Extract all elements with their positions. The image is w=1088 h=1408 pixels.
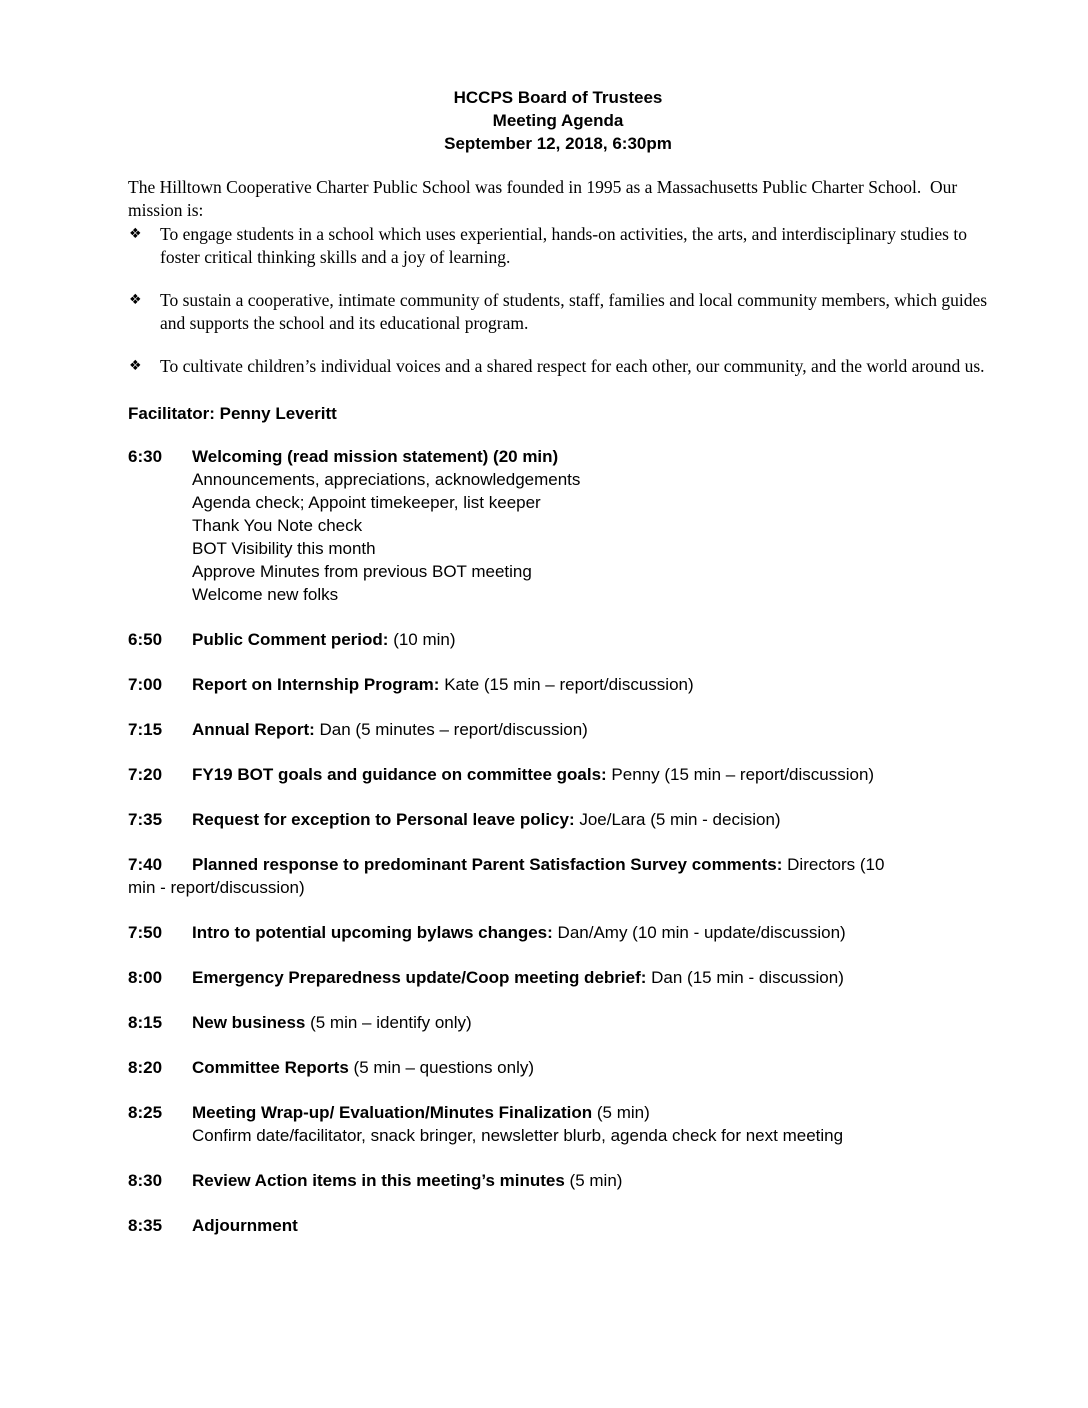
agenda-item-detail: (5 min) [592,1103,650,1122]
agenda-item [128,718,988,741]
agenda-item [128,1056,988,1079]
agenda-item-detail: Dan (5 minutes – report/discussion) [314,720,588,739]
agenda-item-title: Review Action items in this meeting’s minutes [192,1171,565,1190]
agenda-item-title: Adjournment [192,1216,298,1235]
agenda-item-detail-continuation: min - report/discussion) [128,878,305,897]
agenda-time: 7:40 [128,855,163,874]
agenda-item [128,853,988,899]
agenda-item [128,628,988,651]
agenda-sub-item: Announcements, appreciations, acknowledgements [192,470,581,489]
agenda-item-line [128,1169,988,1192]
agenda-item-detail: (10 min) [388,630,456,649]
mission-bullet-item [128,355,988,378]
diamond-bullet-icon: ❖ [129,226,142,242]
agenda-item-detail: Dan/Amy (10 min - update/discussion) [552,923,846,942]
agenda-item [128,763,988,786]
diamond-bullet-icon: ❖ [129,358,142,374]
agenda-item-detail: Kate (15 min – report/discussion) [439,675,694,694]
agenda-time: 7:00 [128,675,163,694]
agenda-time: 7:50 [128,923,163,942]
header-title: HCCPS Board of Trustees [453,88,663,107]
agenda-item-title: Report on Internship Program: [192,675,440,694]
agenda-item-line [128,1214,988,1237]
agenda-sub-item: Confirm date/facilitator, snack bringer, newsletter blurb, agenda check for next meeting [192,1126,844,1145]
agenda-sub-item: Approve Minutes from previous BOT meeting [192,562,532,581]
agenda-time: 6:50 [128,630,163,649]
mission-bullet-text: To engage students in a school which uses experiential, hands-on activities, the arts, and interdisciplinary studies to foster critical thinking skills and a joy of learning. [160,224,967,267]
header-date: September 12, 2018, 6:30pm [444,134,672,153]
agenda-time: 7:20 [128,765,163,784]
agenda-sub-item: Welcome new folks [192,585,339,604]
agenda-sub-item: Agenda check; Appoint timekeeper, list keeper [192,493,541,512]
agenda-time: 8:20 [128,1058,163,1077]
facilitator-line: Facilitator: Penny Leveritt [128,404,337,423]
agenda-time: 8:00 [128,968,163,987]
agenda-item [128,1169,988,1192]
agenda-item-line [128,966,988,989]
agenda-time: 8:15 [128,1013,163,1032]
agenda-item-title: Welcoming (read mission statement) (20 min) [192,447,559,466]
agenda-item-line [128,763,988,786]
agenda-item-line [128,921,988,944]
agenda-item [128,966,988,989]
agenda-item [128,1214,988,1237]
agenda-item [128,921,988,944]
agenda-item-title: Request for exception to Personal leave policy: [192,810,575,829]
intro-paragraph: The Hilltown Cooperative Charter Public School was founded in 1995 as a Massachusetts Public Charter School. Our mission is: [128,177,962,220]
agenda-item-title: Public Comment period: [192,630,389,649]
agenda-time: 8:25 [128,1103,163,1122]
diamond-bullet-icon: ❖ [129,292,142,308]
agenda-time: 7:15 [128,720,163,739]
agenda-item [128,445,988,606]
agenda-item [128,673,988,696]
agenda-item-title: Planned response to predominant Parent Satisfaction Survey comments: [192,855,783,874]
agenda-item-title: Annual Report: [192,720,315,739]
agenda-item-title: Intro to potential upcoming bylaws changes: [192,923,553,942]
agenda-time: 6:30 [128,447,163,466]
document-header [128,86,988,155]
agenda-sub-item: Thank You Note check [192,516,363,535]
agenda-list [128,445,988,1237]
agenda-item-detail: (5 min) [564,1171,623,1190]
agenda-time: 8:35 [128,1216,163,1235]
agenda-item-line [128,1056,988,1079]
agenda-item-line [128,718,988,741]
agenda-item-title: Committee Reports [192,1058,349,1077]
agenda-item-title: FY19 BOT goals and guidance on committee goals: [192,765,607,784]
agenda-sub-item: BOT Visibility this month [192,539,376,558]
agenda-item-line [128,808,988,831]
agenda-item-title: New business [192,1013,306,1032]
agenda-item-detail: (5 min – questions only) [348,1058,535,1077]
agenda-item [128,1101,988,1147]
agenda-time: 8:30 [128,1171,163,1190]
mission-bullet-item [128,289,988,335]
mission-bullet-text: To sustain a cooperative, intimate community of students, staff, families and local community members, which guides and supports the school and its educational program. [160,290,988,333]
agenda-item-line [128,853,988,899]
agenda-item-line [128,1101,988,1124]
agenda-item-title: Emergency Preparedness update/Coop meeting debrief: [192,968,647,987]
agenda-item [128,808,988,831]
mission-bullet-item [128,223,988,269]
agenda-item-title: Meeting Wrap-up/ Evaluation/Minutes Finalization [192,1103,593,1122]
agenda-item-line [128,1011,988,1034]
mission-bullet-text: To cultivate children’s individual voices and a shared respect for each other, our community, and the world around us. [160,356,985,376]
agenda-item-detail: Directors (10 [782,855,885,874]
agenda-item-detail: Dan (15 min - discussion) [646,968,844,987]
agenda-item-line [128,673,988,696]
agenda-item-detail: Penny (15 min – report/discussion) [606,765,875,784]
agenda-item-detail: (5 min – identify only) [305,1013,472,1032]
agenda-item [128,1011,988,1034]
mission-list [128,223,988,378]
agenda-item-line [128,628,988,651]
agenda-time: 7:35 [128,810,163,829]
header-subtitle: Meeting Agenda [492,111,624,130]
agenda-item-line [128,445,988,468]
agenda-item-detail: Joe/Lara (5 min - decision) [574,810,781,829]
